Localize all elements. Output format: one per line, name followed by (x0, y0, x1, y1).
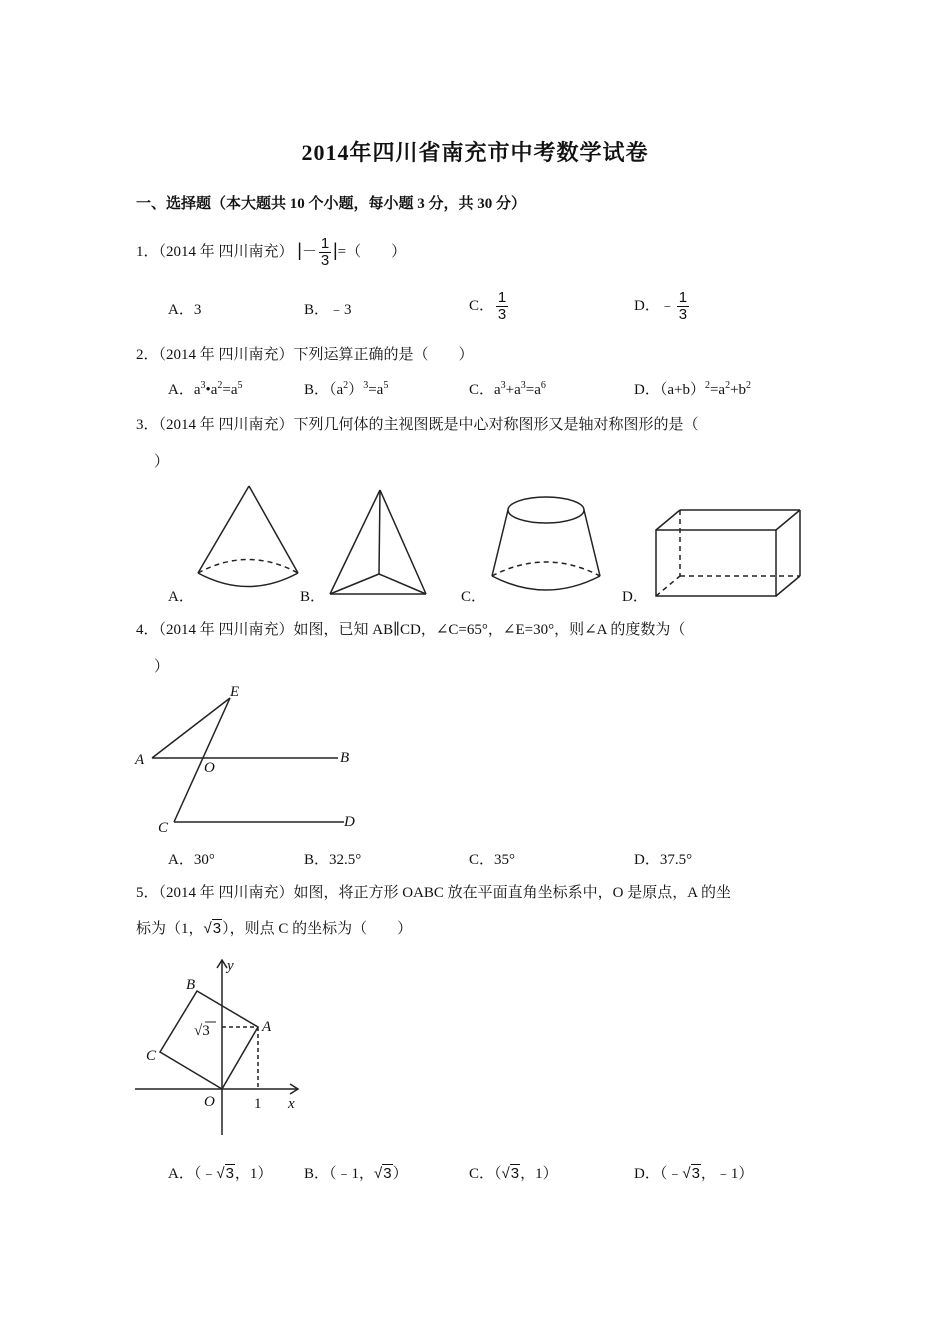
q5-c-post: ，1） (520, 1166, 558, 1182)
q2-option-d: D．$(a+b)^2=a^2+b^2$ (634, 380, 752, 398)
q3-option-d: D． (622, 589, 648, 605)
q5-line2-pre: 标为（1， (136, 921, 204, 937)
q1-option-b: B．﹣3 (304, 302, 352, 318)
label-a: A (135, 752, 145, 768)
frac-denominator: 3 (678, 306, 688, 323)
frac-numerator: 1 (678, 289, 688, 306)
square-oabc (160, 991, 258, 1089)
q5-option-d (634, 1162, 753, 1183)
question-3-cont: ） (154, 454, 170, 470)
radicand: 3 (383, 1165, 392, 1182)
q1-option-d-fraction (677, 290, 689, 323)
radicand: 3 (510, 1165, 520, 1182)
box-shape (656, 510, 800, 596)
q5-b-pre: B．（﹣1， (304, 1166, 375, 1182)
q5-option-a (168, 1162, 272, 1183)
q5-b-post: ） (392, 1166, 408, 1182)
q5-a-post: ，1） (234, 1166, 273, 1182)
q3-option-b: B． (300, 589, 326, 605)
q1-source: （2014 年 四川南充） (158, 243, 294, 260)
q1-option-a: A．3 (168, 302, 202, 318)
q3-option-c: C． (461, 589, 487, 605)
q5-a-pre: A．（﹣ (168, 1166, 217, 1182)
question-5-cont (136, 917, 412, 938)
question-3: 3．（2014 年 四川南充）下列几何体的主视图既是中心对称图形又是轴对称图形的是（ (136, 417, 699, 433)
q1-minus: － (301, 242, 317, 260)
label-e: E (230, 684, 240, 700)
label-sqrt3-radicand: 3 (202, 1023, 210, 1039)
q2-option-a: A．$a^3•a^2=a^5$ (168, 380, 243, 398)
frustum-shape (492, 497, 600, 590)
frac-numerator: 1 (497, 289, 507, 306)
q5-line2-post: ），则点 C 的坐标为（ ） (222, 921, 413, 937)
label-one: 1 (254, 1096, 262, 1112)
section-heading: 一、选择题（本大题共 10 个小题，每小题 3 分，共 30 分） (136, 196, 527, 212)
q5-c-sqrt: √3 (501, 1165, 520, 1182)
abs-bar-right: | (332, 239, 338, 260)
question-5: 5．（2014 年 四川南充）如图，将正方形 OABC 放在平面直角坐标系中，O 是原点，A 的坐 (136, 885, 732, 901)
q5-option-c (469, 1162, 558, 1183)
q1-option-c (469, 290, 510, 323)
page-title: 2014年四川省南充市中考数学试卷 (301, 140, 649, 165)
radicand: 3 (225, 1165, 234, 1182)
cone-shape (198, 486, 298, 587)
q1-fraction (319, 236, 331, 269)
label-x: x (288, 1096, 295, 1112)
label-b: B (186, 977, 196, 993)
radicand: 3 (691, 1165, 700, 1182)
abs-bar-left: | (297, 239, 302, 260)
label-y: y (227, 958, 234, 974)
q1-option-c-label: C． (469, 297, 495, 314)
q4-option-d: D．37.5° (634, 852, 693, 868)
label-d: D (344, 814, 355, 830)
frac-denominator: 3 (320, 252, 330, 269)
frac-numerator: 1 (320, 235, 330, 252)
q2-option-c: C．$a^3+a^3=a^6$ (469, 380, 546, 398)
q5-d-post: ，﹣1） (700, 1166, 754, 1182)
question-1 (136, 236, 406, 269)
q4-figure (130, 680, 370, 840)
label-c: C (146, 1048, 157, 1064)
question-4: 4．（2014 年 四川南充）如图，已知 AB∥CD，∠C=65°，∠E=30°，则∠A 的度数为（ (136, 622, 686, 638)
q5-a-sqrt: √3 (216, 1165, 234, 1182)
q5-figure (130, 955, 310, 1140)
label-o: O (204, 1094, 215, 1110)
radicand: 3 (212, 920, 222, 937)
q4-option-a: A．30° (168, 852, 215, 868)
q1-option-c-fraction (496, 290, 508, 323)
label-b: B (340, 750, 350, 766)
q5-c-pre: C．（ (469, 1166, 502, 1182)
q5-option-b (304, 1162, 408, 1183)
question-2: 2．（2014 年 四川南充）下列运算正确的是（ ） (136, 347, 474, 363)
label-a: A (262, 1019, 272, 1035)
label-c: C (158, 820, 169, 836)
pyramid-shape (330, 490, 426, 594)
q1-option-d (634, 290, 691, 323)
q4-option-c: C．35° (469, 852, 516, 868)
q5-d-pre: D．（﹣ (634, 1166, 683, 1182)
q1-option-d-label: D． (634, 297, 660, 314)
q3-solids-figure (190, 480, 810, 600)
q2-option-b: B．$(a^2)^3=a^5$ (304, 380, 389, 398)
segment-ae (152, 698, 230, 758)
frac-denominator: 3 (497, 306, 507, 323)
q5-d-sqrt: √3 (682, 1165, 700, 1182)
q3-option-a: A． (168, 589, 194, 605)
q5-b-sqrt: √3 (374, 1165, 392, 1182)
q5-sqrt: √3 (203, 920, 222, 937)
question-4-cont: ） (154, 659, 170, 675)
q1-tail: =（ ） (337, 243, 407, 260)
label-o: O (204, 760, 215, 776)
q1-option-d-sign: ﹣ (659, 297, 675, 314)
label-sqrt3: √3 (194, 1023, 210, 1039)
q4-option-b: B．32.5° (304, 852, 362, 868)
segment-ec (174, 698, 230, 822)
q1-number: 1． (136, 243, 159, 260)
